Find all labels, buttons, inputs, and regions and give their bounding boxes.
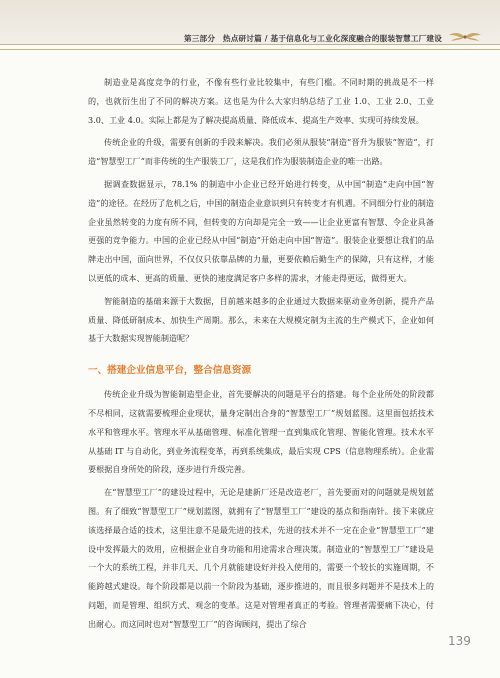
paragraph: 制造业是高度竞争的行业，不像有些行业比较集中，有些门槛。不同时期的挑战是不一样的，也就衍生出了不同的解决方案。这也是为什么大家归纳总结了工业 1.0、工业 2.0、工业 3.0、工业 4.0。实际上都是为了解决提高质量、降低成本、提高生产效率、实现可持续发展。 <box>88 77 434 125</box>
header-rule <box>0 44 500 50</box>
paragraph: 在“智慧型工厂”的建设过程中，无论是建新厂还是改造老厂，首先要面对的问题就是规划蓝图。有了细致“智慧型工厂”规划蓝图，就拥有了“智慧型工厂”建设的基点和指南针。接下来就应该选择最合适的技术，这里注意不是最先进的技术，先进的技术并不一定在企业“智慧型工厂”建设中发挥最大的效用，应根据企业自身功能和用途需求合理决策。制造业的“智慧型工厂”建设是一个大的系统工程，并非几天、几个月就能建设好并投入使用的，需要一个较长的实施周期，不能跨越式建设。每个阶段都是以前一个阶段为基础，逐步推进的，而且很多问题并不是技术上的问题，而是管理、组织方式、观念的变革。这是对管理者真正的考验。管理者需要痛下决心，付出耐心。而这同时也对“智慧型工厂”的咨询顾问，提出了综合 <box>88 487 434 629</box>
wing-ornament-icon <box>448 30 482 44</box>
page-number: 139 <box>448 634 471 648</box>
body-text <box>88 73 434 634</box>
paragraph: 智能制造的基础来源于大数据，目前越来越多的企业通过大数据来驱动业务创新，提升产品质量、降低研制成本、加快生产周期。那么，未来在大规模定制为主流的生产模式下，企业如何基于大数据实现智能制造呢？ <box>88 295 434 344</box>
paragraph: 据调查数据显示，78.1% 的制造中小企业已经开始进行转变，从中国“制造”走向中国“智造”的途径。在经历了危机之后，中国的制造企业意识到只有转变才有机遇。不同细分行业的制造企业虽然转变的力度有所不同，但转变的方向却是完全一致——让企业更富有智慧、令企业具备更强的竞争能力。中国的企业已经从中国“制造”开始走向中国“智造”。服装企业要想让我们的品牌走出中国，面向世界，不仅仅只依靠品牌的力量，更要依赖后勤生产的保障，只有这样，才能以更低的成本、更高的质量、更快的速度满足客户多样的需求，才能走得更远，做得更大。 <box>88 178 434 283</box>
section-heading: 一、搭建企业信息平台，整合信息资源 <box>88 365 252 377</box>
paragraph: 传统企业升级为智能制造型企业，首先要解决的问题是平台的搭建。每个企业所处的阶段都不尽相同，这就需要梳理企业现状，量身定制出合身的“智慧型工厂”规划蓝图。这里面包括技术水平和管理水平。管理水平从基础管理、标准化管理一直到集成化管理、智能化管理。技术水平从基础 IT 与自动化，到业务流程变革，再到系统集成，最后实现 CPS（信息物理系统）。企业需要根据自身所处的阶段，逐步进行升级完善。 <box>88 389 434 475</box>
paragraph: 传统企业的升级，需要有创新的手段来解决。我们必须从服装“制造”晋升为服装“智造”，打造“智慧型工厂”而非传统的生产服装工厂，这是我们作为服装制造企业的唯一出路。 <box>88 137 434 167</box>
running-header: 第三部分 热点研讨篇 / 基于信息化与工业化深度融合的服装智慧工厂建设 <box>183 34 442 43</box>
